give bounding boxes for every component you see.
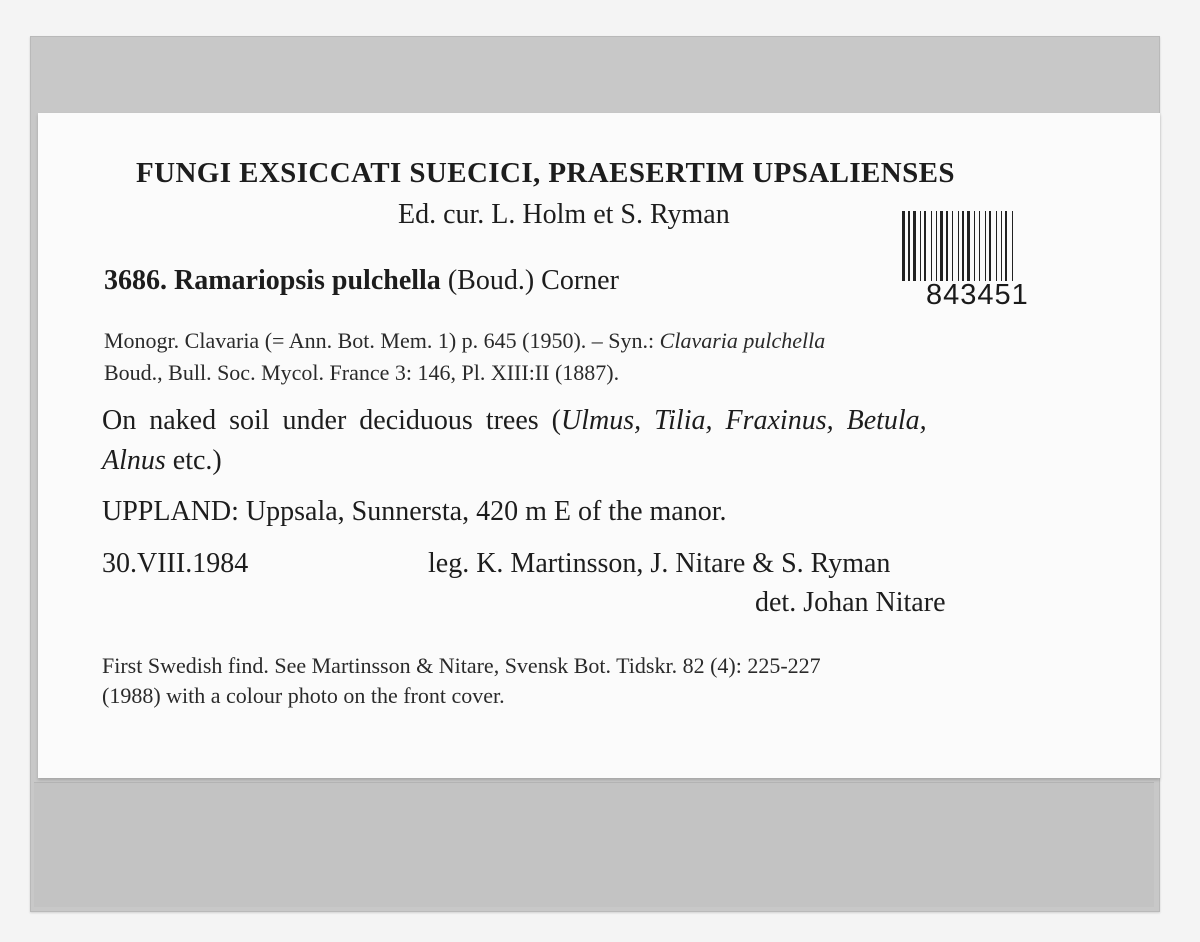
- barcode-bar: [940, 211, 943, 281]
- barcode-bar: [931, 211, 932, 281]
- habitat-text: On naked soil under deciduous trees (: [102, 405, 561, 436]
- host-genus: Alnus: [102, 445, 166, 476]
- series-title: FUNGI EXSICCATI SUECICI, PRAESERTIM UPSALIENSES: [136, 157, 955, 189]
- collection-date: 30.VIII.1984: [102, 548, 249, 579]
- specimen-label: [38, 113, 1160, 778]
- species-line: [104, 265, 619, 297]
- barcode-bar: [913, 211, 916, 281]
- sheet-lower-band: [34, 782, 1154, 907]
- barcode-bar: [946, 211, 948, 281]
- habitat-etc: etc.): [172, 445, 222, 476]
- notes-line-2: (1988) with a colour photo on the front cover.: [102, 683, 505, 708]
- barcode-bar: [924, 211, 926, 281]
- determiner: det. Johan Nitare: [755, 587, 946, 618]
- barcode-bar: [908, 211, 910, 281]
- barcode-bar: [996, 211, 997, 281]
- barcode-bar: [1001, 211, 1002, 281]
- barcode-bar: [962, 211, 964, 281]
- reference-line-1: [104, 328, 825, 354]
- barcode-number: 843451: [926, 279, 1029, 311]
- habitat-line-1: [102, 405, 927, 437]
- host-genera: Ulmus, Tilia, Fraxinus, Betula,: [561, 405, 927, 436]
- barcode-bar: [979, 211, 980, 281]
- barcode-bar: [985, 211, 986, 281]
- barcode-bar: [967, 211, 970, 281]
- collectors: leg. K. Martinsson, J. Nitare & S. Ryman: [428, 548, 891, 579]
- locality: UPPLAND: Uppsala, Sunnersta, 420 m E of the manor.: [102, 496, 727, 527]
- reference-text: Monogr. Clavaria (= Ann. Bot. Mem. 1) p. 645 (1950). – Syn.:: [104, 328, 655, 353]
- barcode-bar: [958, 211, 959, 281]
- specimen-number-and-name: 3686. Ramariopsis pulchella: [104, 265, 441, 296]
- barcode-bar: [1012, 211, 1013, 281]
- synonym-name: Clavaria pulchella: [659, 328, 826, 353]
- barcode-bar: [920, 211, 921, 281]
- barcode-bar: [1005, 211, 1007, 281]
- barcode-bar: [974, 211, 975, 281]
- barcode-bars: [900, 211, 1064, 281]
- barcode-bar: [952, 211, 953, 281]
- barcode-bar: [936, 211, 937, 281]
- notes-line-1: First Swedish find. See Martinsson & Nitare, Svensk Bot. Tidskr. 82 (4): 225-227: [102, 653, 821, 678]
- editors-line: Ed. cur. L. Holm et S. Ryman: [398, 199, 730, 230]
- habitat-line-2: [102, 445, 222, 477]
- species-authority: (Boud.) Corner: [447, 265, 619, 296]
- reference-line-2: Boud., Bull. Soc. Mycol. France 3: 146, Pl. XIII:II (1887).: [104, 360, 620, 385]
- barcode-bar: [989, 211, 991, 281]
- barcode-bar: [902, 211, 905, 281]
- barcode: [900, 211, 1064, 311]
